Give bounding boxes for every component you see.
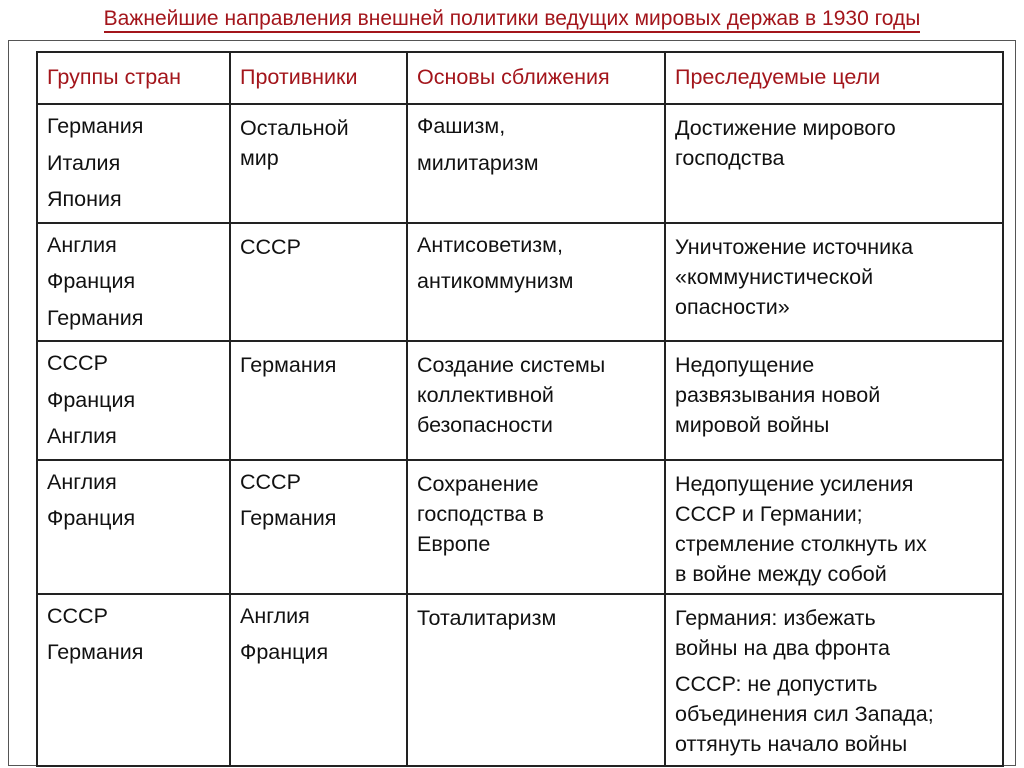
table-row — [37, 104, 1003, 223]
basis-text: безопасности — [417, 413, 553, 437]
opponent-text: Англия — [240, 603, 310, 628]
cell-opponents — [230, 594, 407, 766]
basis-text: коллективной — [417, 383, 554, 407]
header-country-groups: Группы стран — [37, 52, 230, 104]
country-name: Франция — [47, 506, 136, 530]
cell-groups — [37, 594, 230, 766]
goal-text: развязывания новой — [675, 383, 881, 407]
goal-text: господства — [675, 146, 785, 170]
header-opponents: Противники — [230, 52, 407, 104]
goal-text: в войне между собой — [675, 561, 887, 586]
goal-text: Германия: избежать — [675, 605, 876, 630]
goal-text: объединения сил Запада; — [675, 701, 934, 726]
basis-text: Сохранение — [417, 471, 539, 496]
cell-basis — [407, 223, 665, 342]
goal-text: войны на два фронта — [675, 635, 890, 660]
goal-text: мировой войны — [675, 413, 830, 437]
goal-text: СССР: не допустить — [675, 671, 878, 696]
table-row — [37, 341, 1003, 460]
opponent-text: Франция — [240, 640, 329, 664]
cell-opponents — [230, 460, 407, 594]
basis-text: Тоталитаризм — [417, 605, 557, 630]
cell-goals — [665, 341, 1003, 460]
foreign-policy-table — [36, 51, 1004, 767]
country-name: СССР — [47, 603, 108, 628]
goal-text: оттянуть начало войны — [675, 731, 908, 756]
basis-text: Антисоветизм, — [417, 232, 563, 257]
cell-opponents — [230, 223, 407, 342]
country-name: Франция — [47, 269, 136, 293]
country-name: СССР — [47, 351, 108, 375]
cell-basis — [407, 104, 665, 223]
basis-text: антикоммунизм — [417, 269, 574, 293]
country-name: Германия — [47, 640, 144, 664]
cell-groups — [37, 460, 230, 594]
cell-groups — [37, 223, 230, 342]
goal-text: Недопущение усиления — [675, 471, 914, 496]
cell-goals — [665, 460, 1003, 594]
page-title — [0, 7, 1024, 31]
goal-text: опасности» — [675, 294, 790, 319]
basis-text: Европе — [417, 531, 491, 556]
cell-goals — [665, 223, 1003, 342]
country-name: Япония — [47, 187, 122, 211]
cell-opponents — [230, 104, 407, 223]
goal-text: Достижение мирового — [675, 116, 896, 140]
table-row — [37, 223, 1003, 342]
goal-text: СССР и Германии; — [675, 501, 863, 526]
basis-text: Создание системы — [417, 353, 606, 377]
country-name: Англия — [47, 424, 117, 448]
cell-basis — [407, 594, 665, 766]
opponent-text: Германия — [240, 506, 337, 530]
table-row — [37, 594, 1003, 766]
goal-text: Уничтожение источника — [675, 234, 914, 259]
header-goals: Преследуемые цели — [665, 52, 1003, 104]
table-header-row — [37, 52, 1003, 104]
basis-text: милитаризм — [417, 150, 539, 175]
country-name: Англия — [47, 469, 117, 494]
cell-opponents — [230, 341, 407, 460]
country-name: Германия — [47, 305, 144, 330]
goal-text: «коммунистической — [675, 264, 874, 289]
opponent-text: СССР — [240, 469, 301, 494]
cell-basis — [407, 460, 665, 594]
opponent-text: Остальной — [240, 116, 349, 140]
country-name: Германия — [47, 114, 144, 138]
basis-text: Фашизм, — [417, 114, 506, 138]
country-name: Англия — [47, 232, 117, 257]
cell-groups — [37, 341, 230, 460]
basis-text: господства в — [417, 501, 544, 526]
header-basis: Основы сближения — [407, 52, 665, 104]
cell-basis — [407, 341, 665, 460]
opponent-text: СССР — [240, 234, 301, 259]
country-name: Франция — [47, 387, 136, 412]
goal-text: стремление столкнуть их — [675, 531, 927, 556]
goal-paragraph-ussr — [675, 669, 994, 759]
table-row — [37, 460, 1003, 594]
page-title-text: Важнейшие направления внешней политики ведущих мировых держав в 1930 годы — [104, 7, 921, 33]
country-name: Италия — [47, 150, 121, 175]
cell-groups — [37, 104, 230, 223]
goal-text: Недопущение — [675, 353, 815, 377]
cell-goals — [665, 104, 1003, 223]
cell-goals — [665, 594, 1003, 766]
opponent-text: мир — [240, 146, 279, 170]
opponent-text: Германия — [240, 353, 337, 377]
goal-paragraph-germany — [675, 603, 994, 663]
